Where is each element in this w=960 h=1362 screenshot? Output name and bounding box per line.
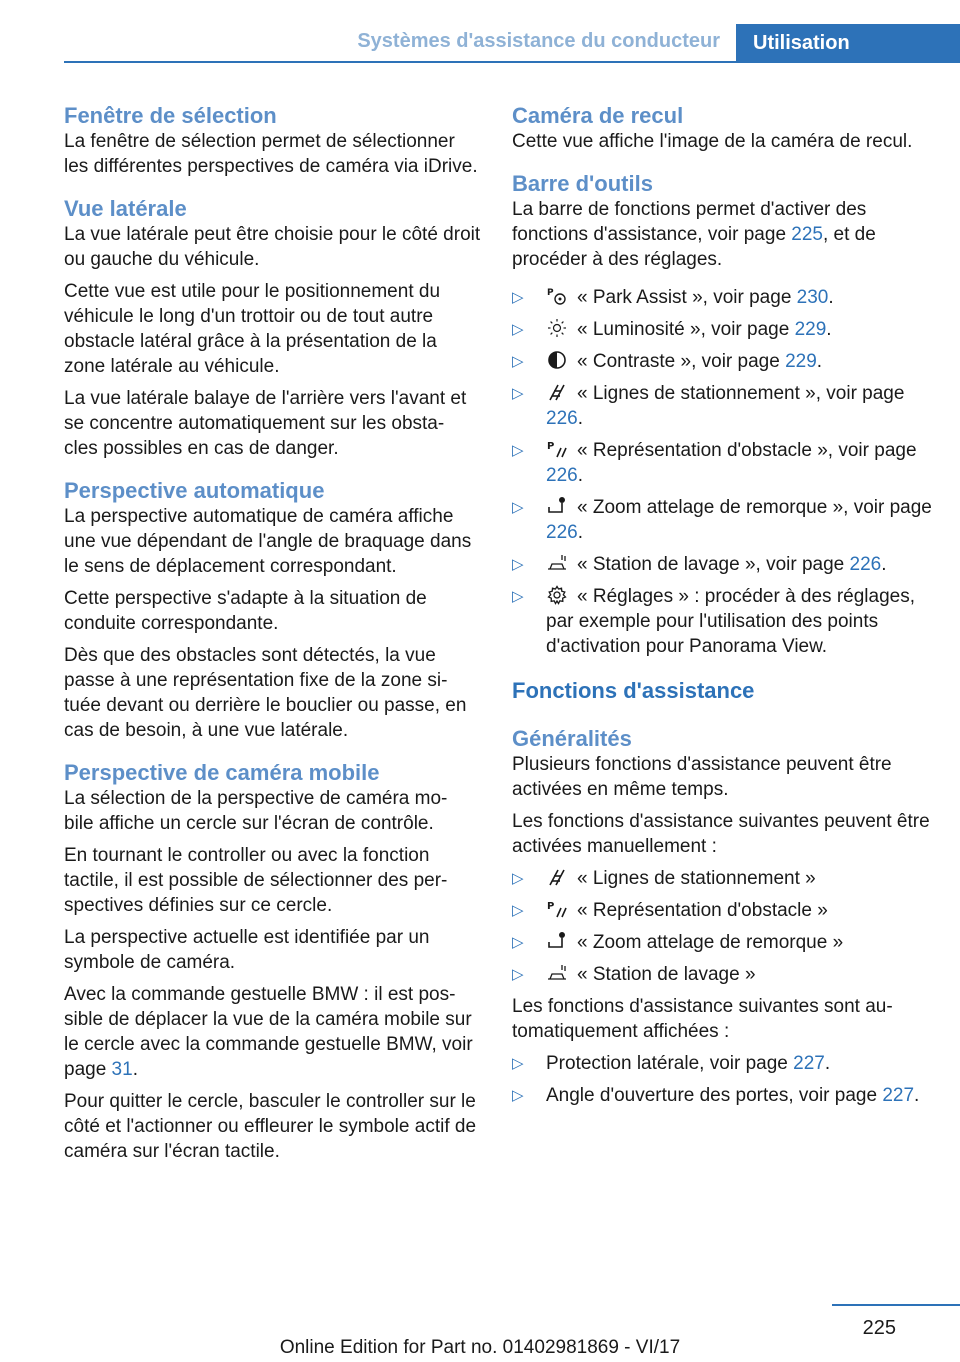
bullet-triangle-icon: ▷ — [512, 442, 524, 459]
page-link[interactable]: 229 — [794, 319, 827, 340]
list-item-text: . — [816, 351, 823, 372]
page-link[interactable]: 31 — [111, 1059, 133, 1080]
list-item-text: « Zoom attelage de remorque » — [577, 932, 844, 953]
paragraph: La fenêtre de sélection permet de sélectionner les différentes perspectives de caméra via iDrive. — [64, 131, 478, 177]
bullet-triangle-icon: ▷ — [512, 499, 524, 516]
footer-rule — [832, 1304, 960, 1306]
list-item-text: « Luminosité », voir page — [577, 319, 795, 340]
list-item-text: « Lignes de stationnement », voir page — [577, 383, 905, 404]
manual-list-item — [512, 898, 932, 923]
running-header-section: Systèmes d'assistance du conducteur — [357, 30, 720, 52]
list-item-text: « Représentation d'obstacle » — [577, 900, 828, 921]
page-link[interactable]: 226 — [849, 554, 882, 575]
bullet-triangle-icon: ▷ — [512, 353, 524, 370]
page-link[interactable]: 226 — [546, 522, 578, 543]
bullet-triangle-icon: ▷ — [512, 902, 524, 919]
list-item-text: . — [577, 522, 583, 543]
svg-text:P: P — [547, 288, 554, 298]
auto-function-list — [512, 1051, 932, 1108]
bullet-triangle-icon: ▷ — [512, 321, 524, 338]
section-title: Vue latérale — [64, 196, 187, 221]
svg-text:P: P — [547, 901, 555, 912]
list-item-text: . — [577, 408, 583, 429]
paragraph: Les fonctions d'assistance suivantes sont au‐ tomatiquement affichées : — [512, 996, 893, 1042]
chapter-title: Fonctions d'assistance — [512, 678, 755, 703]
list-item-text: . — [828, 287, 834, 308]
manual-list-item — [512, 962, 932, 987]
paragraph: Cette perspective s'adapte à la situation de conduite correspondante. — [64, 588, 427, 634]
parking-lines-icon — [546, 867, 568, 887]
edition-footer: Online Edition for Part no. 01402981869 - VI/17 — [279, 1337, 681, 1358]
auto-list-item — [512, 1051, 932, 1076]
manual-function-list — [512, 866, 932, 987]
list-item-text: « Zoom attelage de remorque », voir page — [577, 497, 932, 518]
manual-list-item — [512, 866, 932, 891]
header-rule — [64, 61, 960, 63]
parking-lines-icon — [546, 382, 568, 402]
page-link[interactable]: 229 — [785, 351, 817, 372]
section-title: Perspective automatique — [64, 478, 325, 503]
page-link[interactable]: 227 — [882, 1085, 915, 1106]
list-item-text: « Park Assist », voir page — [577, 287, 797, 308]
contrast-icon — [546, 350, 568, 370]
bullet-triangle-icon: ▷ — [512, 870, 524, 887]
paragraph: La vue latérale peut être choisie pour le côté droit ou gauche du véhicule. — [64, 224, 481, 270]
section-title: Perspective de caméra mobile — [64, 760, 380, 785]
page-link[interactable]: 226 — [546, 408, 578, 429]
paragraph: Les fonctions d'assistance suivantes peuvent être activées manuellement : — [512, 811, 930, 857]
bullet-triangle-icon: ▷ — [512, 385, 524, 402]
list-item-text: « Représentation d'obstacle », voir page — [577, 440, 917, 461]
paragraph: Dès que des obstacles sont détectés, la vue passe à une représentation fixe de la zone si‐ tuée devant ou derrière le bouclier ou passe, en cas de besoin, à une vue latérale. — [64, 645, 467, 741]
bullet-triangle-icon: ▷ — [512, 289, 524, 306]
paragraph: Cette vue est utile pour le positionnement du véhicule le long d'un trottoir ou de tout autre obstacle latéral grâce à la présentation de la zone latérale au véhicule. — [64, 281, 441, 377]
paragraph-text: La barre de fonctions permet d'activer des fonctions d'assistance, voir page — [512, 199, 867, 245]
toolbar-list-item — [512, 552, 932, 577]
bullet-triangle-icon: ▷ — [512, 556, 524, 573]
trailer-hitch-icon — [546, 931, 568, 951]
section-title: Fenêtre de sélection — [64, 103, 277, 128]
brightness-icon — [546, 318, 568, 338]
bullet-triangle-icon: ▷ — [512, 588, 524, 605]
paragraph — [512, 197, 932, 272]
toolbar-list-item — [512, 584, 932, 659]
toolbar-list-item — [512, 285, 932, 310]
list-item-text: Angle d'ouverture des portes, voir page — [546, 1085, 883, 1106]
svg-text:P: P — [547, 441, 555, 452]
paragraph: En tournant le controller ou avec la fonction tactile, il est possible de sélectionner des per‐ spectives définies sur ce cercle. — [64, 845, 448, 916]
list-item-text: « Station de lavage » — [577, 964, 756, 985]
paragraph: La perspective automatique de caméra affiche une vue dépendant de l'angle de braquage dans le sens de déplacement correspondant. — [64, 506, 472, 577]
list-item-text: . — [824, 1053, 831, 1074]
paragraph-text: Avec la commande gestuelle BMW : il est pos‐ sible de déplacer la vue de la caméra mobile sur le cercle avec la commande gestuelle BMW, voir page — [64, 984, 473, 1080]
settings-icon — [546, 585, 568, 605]
auto-list-item — [512, 1083, 932, 1108]
paragraph-text: , et de procéder à des réglages. — [512, 224, 876, 270]
bullet-triangle-icon: ▷ — [512, 1055, 524, 1072]
bullet-triangle-icon: ▷ — [512, 934, 524, 951]
list-item-text: « Contraste », voir page — [577, 351, 786, 372]
paragraph: La sélection de la perspective de caméra mo‐ bile affiche un cercle sur l'écran de contrôle. — [64, 788, 448, 834]
car-wash-icon — [546, 963, 568, 983]
paragraph: Plusieurs fonctions d'assistance peuvent être activées en même temps. — [512, 754, 892, 800]
list-item-text: . — [914, 1085, 920, 1106]
paragraph — [64, 982, 482, 1082]
toolbar-list-item — [512, 495, 932, 545]
paragraph-text: . — [132, 1059, 138, 1080]
list-item-text: . — [826, 319, 832, 340]
manual-list-item — [512, 930, 932, 955]
section-title: Caméra de recul — [512, 103, 684, 128]
obstacle-icon — [546, 439, 568, 459]
list-item-text: Protection latérale, voir page — [546, 1053, 794, 1074]
trailer-hitch-icon — [546, 496, 568, 516]
list-item-text: . — [881, 554, 887, 575]
page-link[interactable]: 226 — [546, 465, 578, 486]
obstacle-icon — [546, 899, 568, 919]
toolbar-list-item — [512, 317, 932, 342]
paragraph: La perspective actuelle est identifiée par un symbole de caméra. — [64, 927, 430, 973]
list-item-text: « Réglages » : procéder à des réglages, par exemple pour l'utilisation des points d'activation pour Panorama View. — [546, 586, 915, 657]
section-title: Barre d'outils — [512, 171, 653, 196]
right-column — [512, 103, 932, 1115]
toolbar-list-item — [512, 381, 932, 431]
toolbar-function-list — [512, 285, 932, 659]
list-item-text: « Station de lavage », voir page — [577, 554, 850, 575]
car-wash-icon — [546, 553, 568, 573]
toolbar-list-item — [512, 349, 932, 374]
park-assist-icon — [546, 286, 568, 306]
left-column — [64, 103, 482, 1171]
page-link[interactable]: 227 — [793, 1053, 825, 1074]
section-title: Généralités — [512, 726, 632, 751]
paragraph: Pour quitter le cercle, basculer le controller sur le côté et l'actionner ou effleurer le symbole actif de caméra sur l'écran tactile. — [64, 1091, 477, 1162]
running-header-tab: Utilisation — [736, 24, 960, 63]
page-number: 225 — [862, 1317, 896, 1339]
list-item-text: « Lignes de stationnement » — [577, 868, 816, 889]
list-item-text: . — [577, 465, 583, 486]
paragraph: Cette vue affiche l'image de la caméra de recul. — [512, 131, 913, 152]
paragraph: La vue latérale balaye de l'arrière vers l'avant et se concentre automatiquement sur les obsta‐ cles possibles en cas de danger. — [64, 388, 467, 459]
bullet-triangle-icon: ▷ — [512, 966, 524, 983]
bullet-triangle-icon: ▷ — [512, 1087, 524, 1104]
page-link[interactable]: 225 — [791, 224, 823, 245]
page-link[interactable]: 230 — [796, 287, 829, 308]
toolbar-list-item — [512, 438, 932, 488]
